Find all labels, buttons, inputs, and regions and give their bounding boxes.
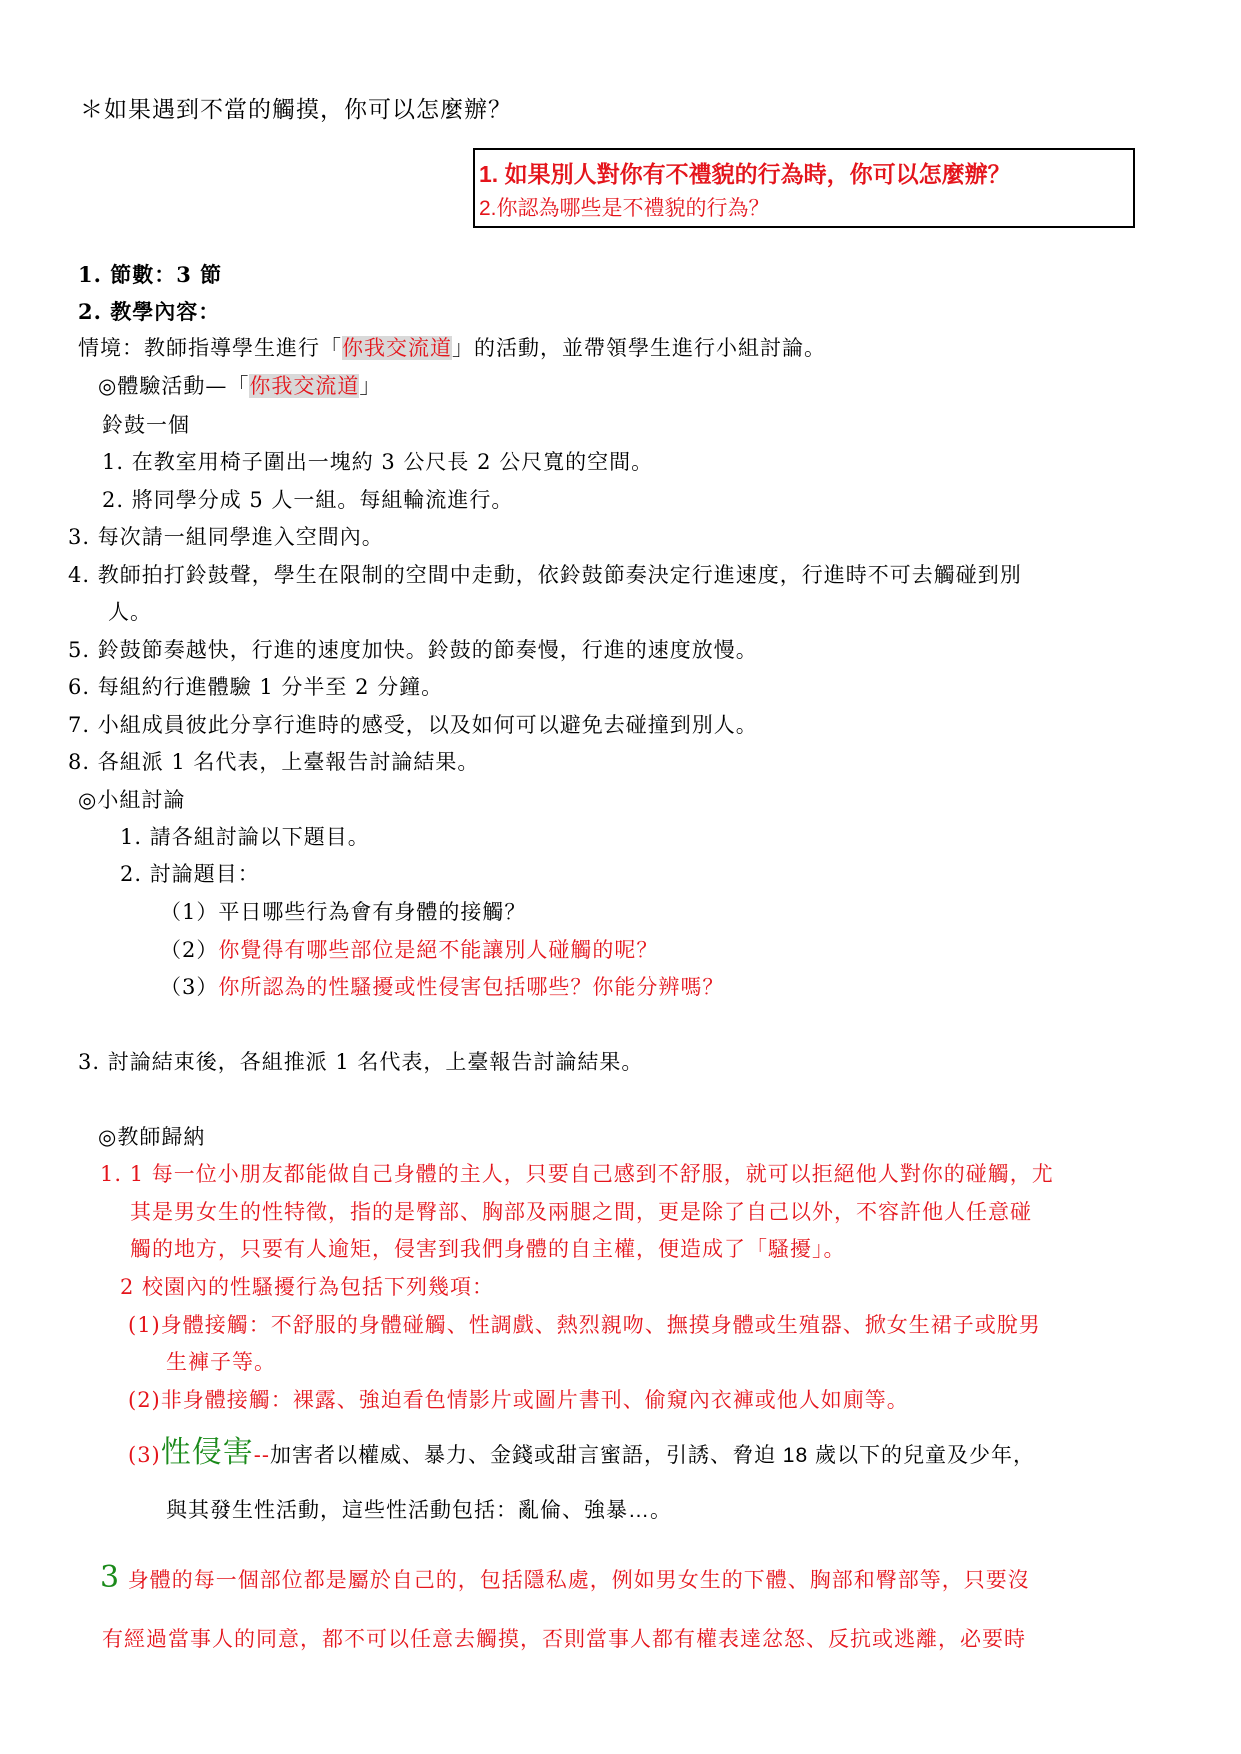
summary-3-line-2: 有經過當事人的同意，都不可以任意去觸摸，否則當事人都有權表達忿怒、反抗或逃離，必要時 [102, 1627, 1026, 1651]
step-6: 6. 每組約行進體驗 1 分半至 2 分鐘。 [68, 675, 444, 699]
sessions-heading: 1. 節數：3 節 [78, 262, 223, 287]
summary-2-2: (2)非身體接觸：裸露、強迫看色情影片或圖片書刊、偷窺內衣褲或他人如廁等。 [128, 1388, 909, 1412]
teacher-summary-title: ◎教師歸納 [98, 1125, 206, 1149]
summary-1-line-1: 1. 1 每一位小朋友都能做自己身體的主人，只要自己感到不舒服，就可以拒絕他人對你的碰觸，尤 [100, 1162, 1054, 1186]
step-5: 5. 鈴鼓節奏越快，行進的速度加快。鈴鼓的節奏慢，行進的速度放慢。 [68, 638, 758, 662]
context-suffix: 」的活動，並帶領學生進行小組討論。 [452, 336, 826, 360]
materials: 鈴鼓一個 [102, 413, 190, 437]
after-discussion: 3. 討論結束後，各組推派 1 名代表，上臺報告討論結果。 [78, 1050, 644, 1074]
summary-2-1-line-1: (1)身體接觸：不舒服的身體碰觸、性調戲、熱烈親吻、撫摸身體或生殖器、掀女生裙子或脫男 [128, 1313, 1041, 1337]
summary-3-line-1 [100, 1560, 1030, 1595]
discussion-question-3-prefix: （3） [160, 975, 219, 999]
context-line [78, 336, 826, 361]
summary-2-1-line-2: 生褲子等。 [166, 1350, 276, 1374]
step-1: 1. 在教室用椅子圍出一塊約 3 公尺長 2 公尺寬的空間。 [102, 450, 654, 474]
summary-2-3-line-1 [128, 1435, 1035, 1470]
discussion-question-1: （1）平日哪些行為會有身體的接觸？ [160, 900, 527, 924]
step-3: 3. 每次請一組同學進入空間內。 [68, 525, 384, 549]
step-4: 4. 教師拍打鈴鼓聲，學生在限制的空間中走動，依鈴鼓節奏決定行進速度，行進時不可去觸碰到別 [68, 563, 1022, 587]
summary-2-3-line-2: 與其發生性活動，這些性活動包括：亂倫、強暴…。 [166, 1499, 672, 1522]
context-highlight: 你我交流道 [342, 336, 452, 360]
activity-highlight: 你我交流道 [249, 374, 360, 398]
step-7: 7. 小組成員彼此分享行進時的感受，以及如何可以避免去碰撞到別人。 [68, 713, 758, 737]
discussion-item-1: 1. 請各組討論以下題目。 [120, 825, 370, 849]
content-heading: 2. 教學內容： [78, 299, 221, 324]
summary-3-number: 3 [100, 1560, 121, 1595]
summary-2-3-dash: -- [253, 1443, 270, 1467]
header-question: ＊如果遇到不當的觸摸，你可以怎麼辦？ [80, 96, 512, 122]
discussion-question-2-text: 你覺得有哪些部位是絕不能讓別人碰觸的呢？ [218, 938, 659, 962]
step-4-cont: 人。 [108, 600, 152, 624]
summary-1-line-3: 觸的地方，只要有人逾矩，侵害到我們身體的自主權，便造成了「騷擾」。 [130, 1237, 846, 1261]
discussion-item-2: 2. 討論題目： [120, 862, 260, 886]
summary-2-3-prefix: (3) [128, 1443, 161, 1467]
group-discussion-title: ◎小組討論 [78, 788, 186, 812]
activity-prefix: ◎體驗活動—「 [98, 374, 250, 398]
question-box [473, 148, 1135, 228]
summary-1-line-2: 其是男女生的性特徵，指的是臀部、胸部及兩腿之間，更是除了自己以外，不容許他人任意碰 [130, 1200, 1032, 1224]
step-8: 8. 各組派 1 名代表，上臺報告討論結果。 [68, 750, 480, 774]
box-question-2: 2.你認為哪些是不禮貌的行為？ [479, 197, 770, 220]
activity-suffix: 」 [359, 374, 382, 398]
step-2: 2. 將同學分成 5 人一組。每組輪流進行。 [102, 488, 514, 512]
summary-2-3-big: 性侵害 [160, 1435, 254, 1470]
summary-3-text: 身體的每一個部位都是屬於自己的，包括隱私處，例如男女生的下體、胸部和臀部等，只要沒 [120, 1568, 1030, 1592]
discussion-question-2-prefix: （2） [160, 938, 219, 962]
discussion-question-3-text: 你所認為的性騷擾或性侵害包括哪些？你能分辨嗎？ [218, 975, 725, 999]
summary-2-3-text: 加害者以權威、暴力、金錢或甜言蜜語，引誘、脅迫 18 歲以下的兒童及少年， [269, 1444, 1035, 1467]
context-prefix: 情境：教師指導學生進行「 [78, 336, 342, 360]
discussion-question-2 [160, 938, 658, 963]
discussion-question-3 [160, 975, 724, 1000]
activity-heading [98, 374, 381, 399]
summary-2: 2 校園內的性騷擾行為包括下列幾項： [120, 1275, 495, 1299]
box-question-1: 1. 如果別人對你有不禮貌的行為時，你可以怎麼辦？ [479, 161, 1011, 187]
